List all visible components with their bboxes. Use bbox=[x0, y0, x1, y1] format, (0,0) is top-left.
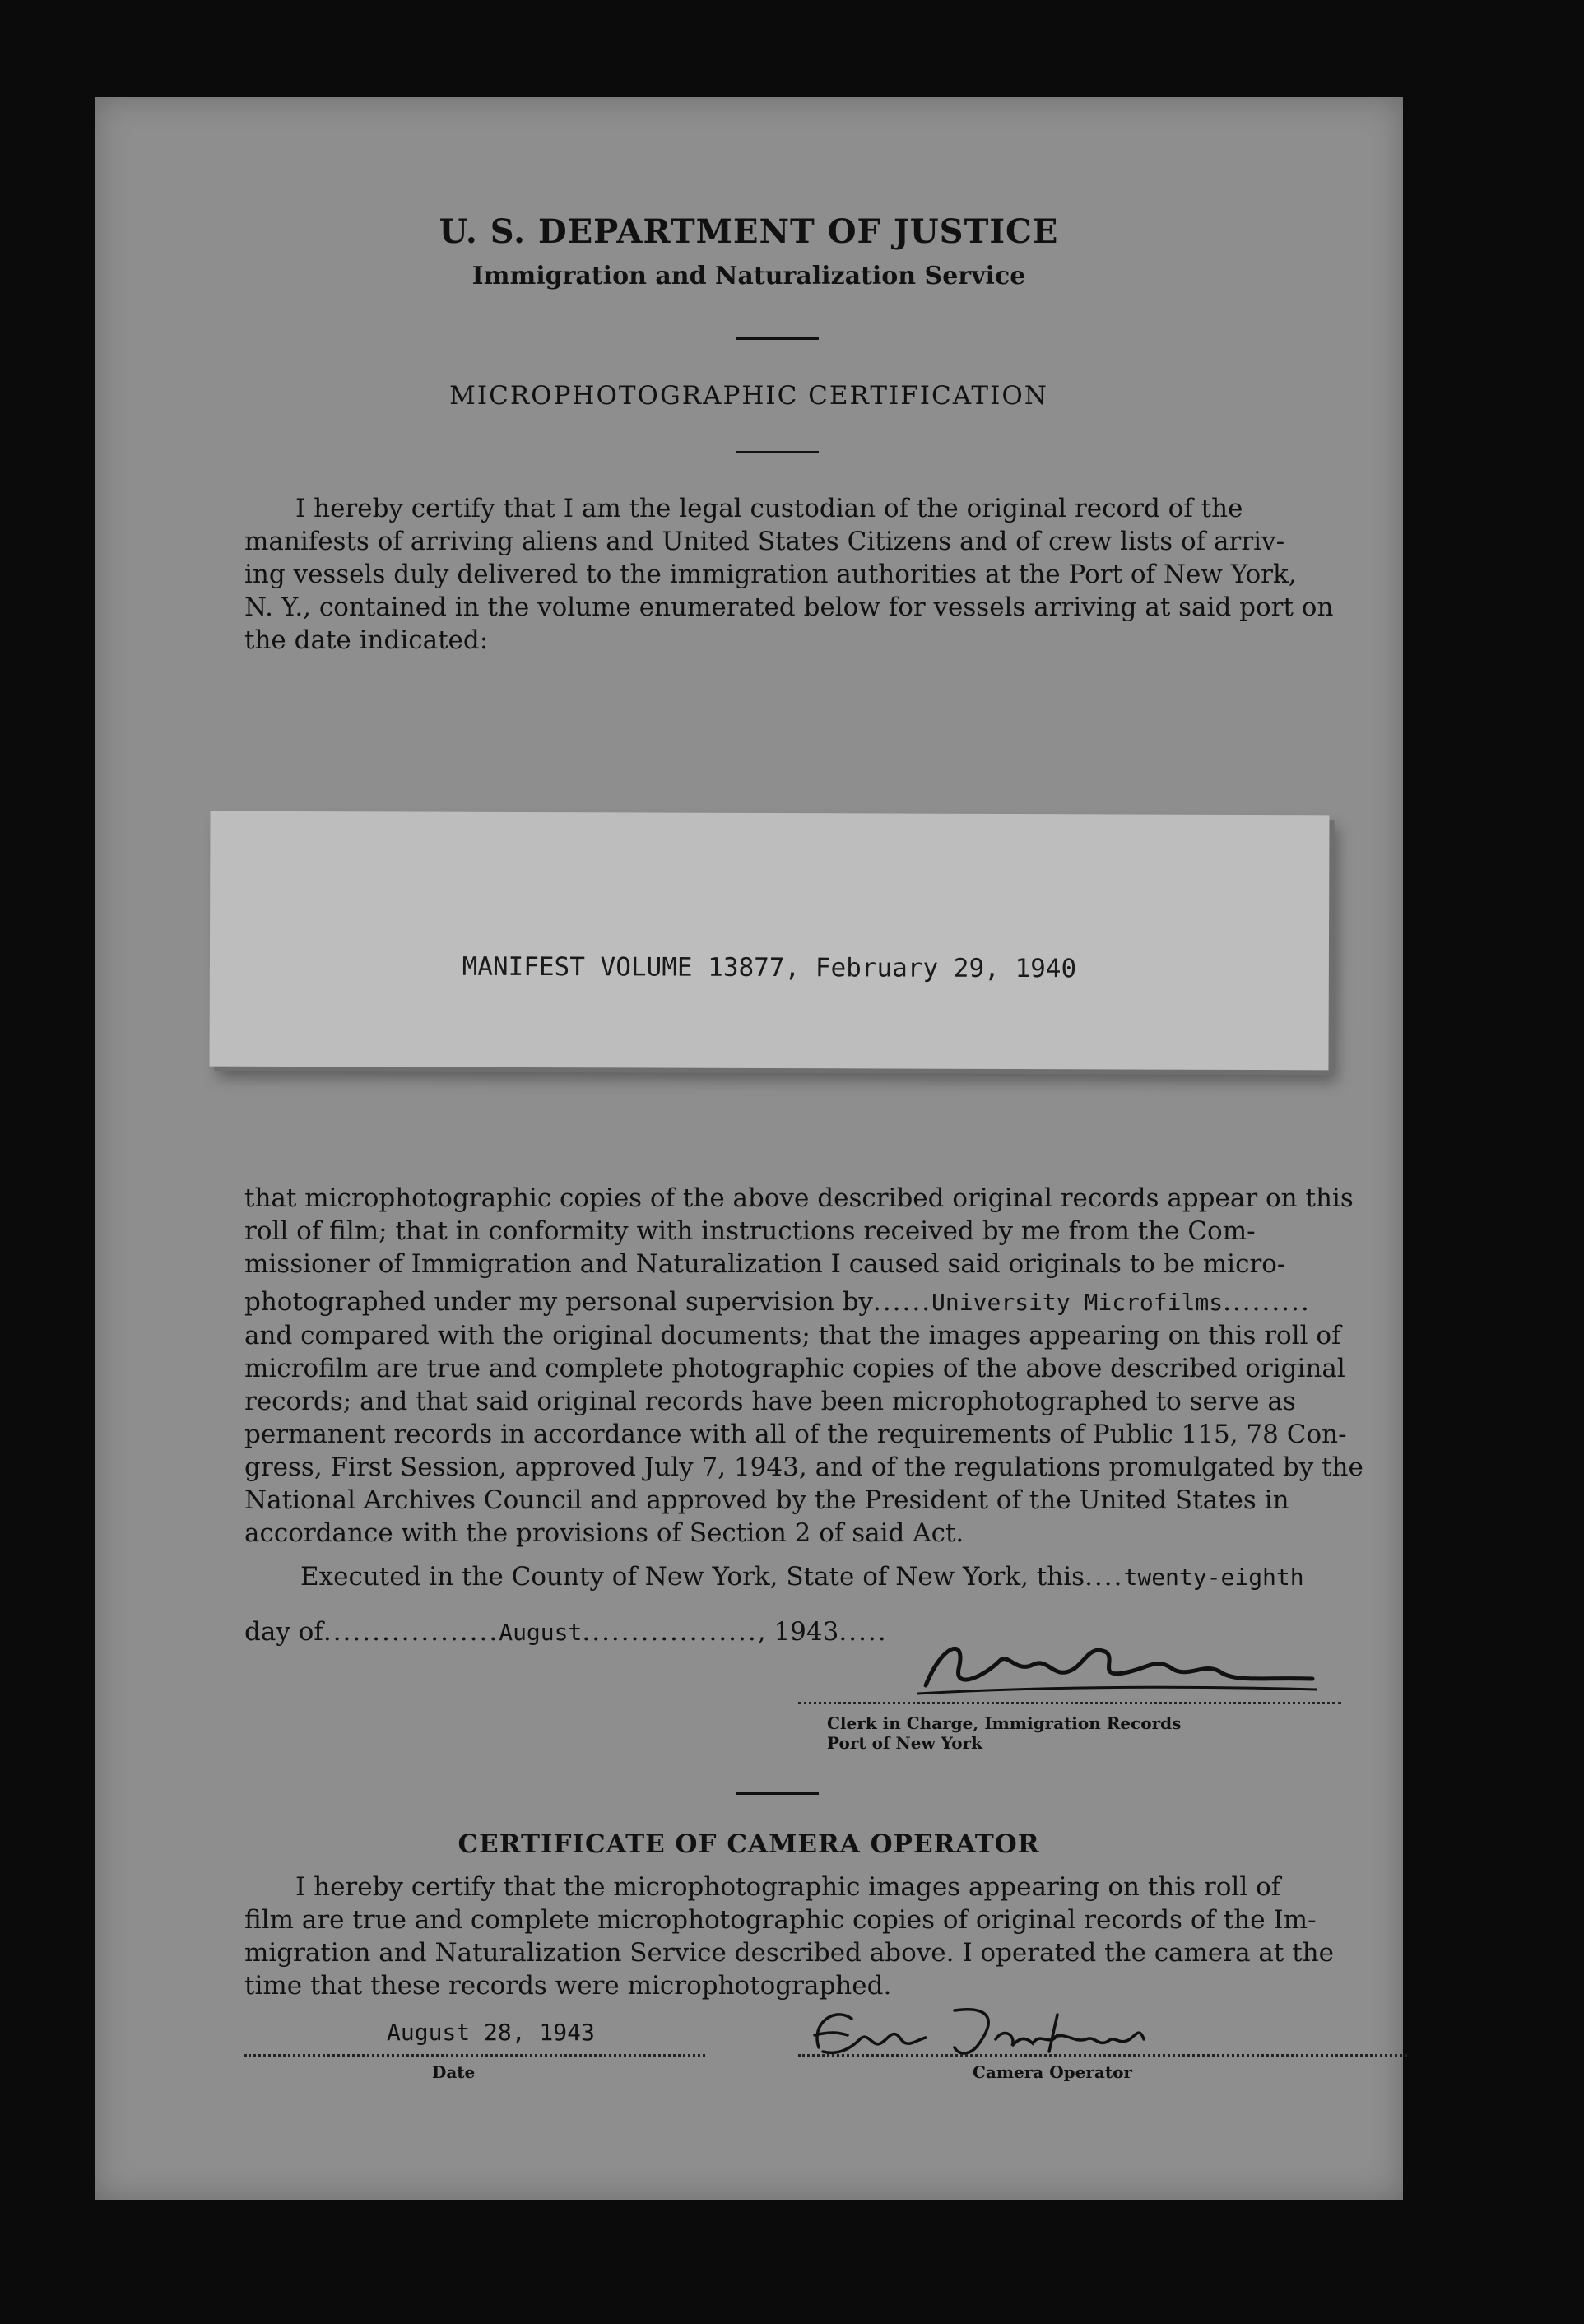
camera-line: time that these records were microphotographed. bbox=[244, 1971, 892, 2001]
supervision-line: photographed under my personal supervision by......University Microfilms......... bbox=[244, 1287, 1311, 1317]
camera-paragraph bbox=[244, 1871, 1413, 2002]
supervision-value: University Microfilms bbox=[931, 1289, 1224, 1316]
intro-paragraph bbox=[244, 492, 1413, 657]
execution-prefix: Executed in the County of New York, State of New York, this bbox=[300, 1562, 1085, 1592]
execution-year: , 1943 bbox=[757, 1617, 839, 1647]
camera-line: migration and Naturalization Service described above. I operated the camera at the bbox=[244, 1938, 1334, 1968]
manifest-slip bbox=[209, 811, 1329, 1071]
body-line: records; and that said original records have been microphotographed to serve as bbox=[244, 1387, 1296, 1416]
clerk-title bbox=[827, 1713, 1181, 1753]
execution-month-value: August bbox=[499, 1619, 583, 1646]
body-line: National Archives Council and approved by the President of the United States in bbox=[244, 1485, 1289, 1515]
divider-second bbox=[736, 451, 819, 453]
divider-camera bbox=[736, 1792, 819, 1795]
body-line: that microphotographic copies of the above described original records appear on this bbox=[244, 1183, 1354, 1213]
intro-line: N. Y., contained in the volume enumerated below for vessels arriving at said port on bbox=[244, 593, 1334, 622]
intro-line: the date indicated: bbox=[244, 625, 489, 655]
clerk-signature bbox=[909, 1628, 1321, 1702]
camera-operator-line bbox=[798, 2054, 1407, 2057]
camera-date-value: August 28, 1943 bbox=[387, 2019, 595, 2046]
clerk-title-line2: Port of New York bbox=[827, 1733, 982, 1753]
intro-line: manifests of arriving aliens and United States Citizens and of crew lists of arriv- bbox=[244, 527, 1285, 556]
intro-line: ing vessels duly delivered to the immigration authorities at the Port of New York, bbox=[244, 560, 1297, 589]
body-paragraph bbox=[244, 1182, 1413, 1550]
certification-title: MICROPHOTOGRAPHIC CERTIFICATION bbox=[449, 381, 1048, 411]
day-of-label: day of bbox=[244, 1617, 323, 1647]
body-line: roll of film; that in conformity with instructions received by me from the Com- bbox=[244, 1216, 1256, 1246]
day-of-line: day of..................August.................., 1943..... bbox=[244, 1617, 888, 1647]
body-line: accordance with the provisions of Section 2 of said Act. bbox=[244, 1518, 964, 1548]
execution-line: Executed in the County of New York, State of New York, this....twenty-eighth bbox=[300, 1562, 1304, 1592]
clerk-title-line1: Clerk in Charge, Immigration Records bbox=[827, 1713, 1182, 1733]
camera-line: I hereby certify that the microphotographic images appearing on this roll of bbox=[295, 1872, 1281, 1902]
date-line bbox=[244, 2054, 705, 2057]
certificate-page bbox=[95, 97, 1403, 2200]
camera-operator-label: Camera Operator bbox=[973, 2062, 1132, 2082]
body-line: microfilm are true and complete photographic copies of the above described original bbox=[244, 1354, 1345, 1383]
manifest-volume-text: MANIFEST VOLUME 13877, February 29, 1940 bbox=[462, 951, 1077, 984]
clerk-signature-line bbox=[798, 1702, 1341, 1704]
divider-top bbox=[736, 337, 819, 340]
supervision-prefix: photographed under my personal supervision by bbox=[244, 1287, 873, 1317]
date-label: Date bbox=[432, 2062, 476, 2082]
body-line: and compared with the original documents; that the images appearing on this roll of bbox=[244, 1321, 1341, 1350]
body-line: permanent records in accordance with all of the requirements of Public 115, 78 Con- bbox=[244, 1420, 1347, 1449]
camera-certificate-title: CERTIFICATE OF CAMERA OPERATOR bbox=[458, 1829, 1040, 1859]
execution-day-value: twenty-eighth bbox=[1123, 1564, 1304, 1591]
body-line: gress, First Session, approved July 7, 1943, and of the regulations promulgated by the bbox=[244, 1452, 1363, 1482]
body-line: missioner of Immigration and Naturalization I caused said originals to be micro- bbox=[244, 1249, 1286, 1279]
intro-line: I hereby certify that I am the legal custodian of the original record of the bbox=[295, 494, 1243, 523]
camera-line: film are true and complete microphotographic copies of original records of the Im- bbox=[244, 1905, 1317, 1935]
service-subtitle: Immigration and Naturalization Service bbox=[471, 262, 1026, 290]
department-title: U. S. DEPARTMENT OF JUSTICE bbox=[439, 212, 1059, 251]
